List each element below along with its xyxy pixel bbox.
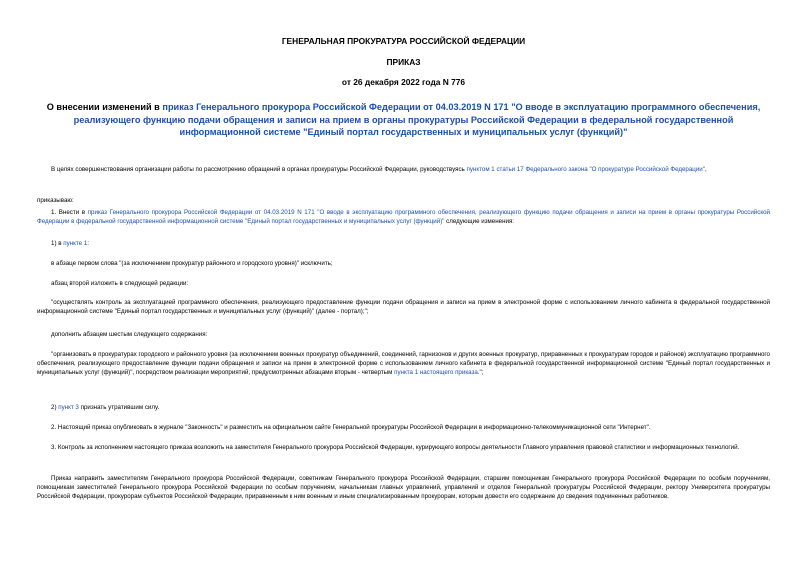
item-1-end: следующие изменения: — [444, 217, 515, 225]
document-type: ПРИКАЗ — [386, 57, 421, 67]
paragraph-item-1 — [37, 209, 770, 227]
preamble-text: В целях совершенствования организации работы по рассмотрению обращений в органах прокуратуры Российской Федерации, руководствуясь — [51, 166, 467, 173]
title-order-link[interactable]: приказ Генерального прокурора Российской Федерации от 04.03.2019 N 171 "О вводе в эксплуатацию программного обеспечения, реализующего функцию подачи обращения и записи на прием в органы прокуратуры Российской Федерации в федеральной государственной информационной системе "Единый портал государственных и муниципальных услуг (функций)" — [73, 102, 761, 137]
document-date-number: от 26 декабря 2022 года N 776 — [341, 77, 466, 87]
subitem-2-end: признать утратившим силу. — [78, 404, 160, 411]
paragraph-first-abzac: в абзаце первом слова "(за исключением прокуратур районного и городского уровня)" исключить; — [51, 260, 333, 267]
subitem-1-end: : — [87, 240, 89, 247]
paragraph-order-word: приказываю: — [37, 197, 74, 204]
paragraph-control: 3. Контроль за исполнением настоящего приказа возложить на заместителя Генерального прокурора Российской Федерации, курирующего вопросы деятельности Главного управления правовой статистики и информационных технологий. — [51, 444, 740, 451]
paragraph-sixth-abzac — [37, 351, 770, 378]
paragraph-add-sixth: дополнить абзацем шестым следующего содержания: — [51, 331, 208, 338]
paragraph-second-abzac: абзац второй изложить в следующей редакции: — [51, 280, 189, 287]
amended-order-link[interactable]: приказ Генерального прокурора Российской Федерации от 04.03.2019 N 171 "О вводе в эксплуатацию программного обеспечения, реализующего функцию подачи обращения и записи на прием в органы прокуратуры Российской Федерации в федеральной государственной информационной системе "Единый портал государственных и муниципальных услуг (функций)" — [37, 209, 770, 225]
paragraph-subitem-1 — [37, 240, 770, 249]
paragraph-new-wording: "осуществлять контроль за эксплуатацией программного обеспечения, реализующего предоставление функции подачи обращения и записи на прием в электронной форме с использованием личного кабинета в федеральной государственной информационной системе "Единый портал государственных и муниципальных услуг (функций)" (далее - портал);"; — [37, 299, 770, 315]
law-link[interactable]: пунктом 1 статьи 17 Федерального закона "О прокуратуре Российской Федерации" — [466, 166, 705, 173]
sixth-abzac-end: ."; — [477, 368, 484, 376]
paragraph-preamble — [37, 166, 770, 175]
point-1-order-link[interactable]: пункта 1 настоящего приказа — [394, 368, 478, 376]
paragraph-distribution: Приказ направить заместителям Генерального прокурора Российской Федерации, советникам Генерального прокурора Российской Федерации, старшим помощникам Генерального прокурора Российской Федерации по особым поручениям, помощникам заместителей Генерального прокурора Российской Федерации по особым поручениям, начальникам главных управлений, управлений и отделов Генеральной прокуратуры Российской Федерации, ректору Университета прокуратуры Российской Федерации, прокурорам субъектов Российской Федерации, приравненным к ним военным и иным специализированным прокурорам, которым довести его содержание до сведения подчиненных работников. — [37, 475, 770, 500]
point-3-link[interactable]: пункт 3 — [58, 404, 79, 411]
item-1-text: 1. Внести в — [51, 209, 88, 216]
paragraph-subitem-2 — [37, 404, 770, 413]
title-prefix: О внесении изменений в — [46, 102, 163, 112]
organization-heading: ГЕНЕРАЛЬНАЯ ПРОКУРАТУРА РОССИЙСКОЙ ФЕДЕРАЦИИ — [281, 36, 526, 46]
subitem-1-text: 1) в — [51, 240, 64, 247]
document-title — [36, 101, 771, 139]
preamble-end: , — [704, 166, 707, 173]
point-1-link[interactable]: пункте 1 — [63, 240, 88, 247]
subitem-2-text: 2) — [51, 404, 59, 411]
paragraph-publication: 2. Настоящий приказ опубликовать в журнале "Законность" и разместить на официальном сайте Генеральной прокуратуры Российской Федерации в информационно-телекоммуникационной сети "Интернет". — [51, 424, 651, 431]
sixth-abzac-text: "организовать в прокуратурах городского и районного уровня (за исключением военных прокуратур объединений, соединений, гарнизонов и других военных прокуратур, приравненных к прокуратурам городов и районов) эксплуатацию программного обеспечения, реализующего предоставление функции подачи обращения и записи на прием в электронной форме с использованием личного кабинета в федеральной государственной информационной системе "Единый портал государственных и муниципальных услуг (функций)", посредством реализации мероприятий, предусмотренных абзацами вторым - четвертым — [37, 351, 770, 376]
